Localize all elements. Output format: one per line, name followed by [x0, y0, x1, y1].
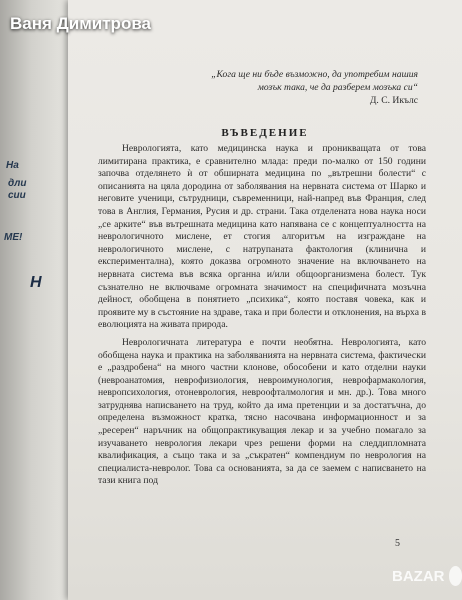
paragraph: Неврологичната литература е почти необятна. Неврологията, като обобщена наука и практика на заболяванията на нервната система, фактически е „раздробена“ на много частни клонове, обособени и като отделни науки (невроанатомия, неврофизиология, невроимунология, неврофармакология, невропсихология, отоневрология, невроофталмология и мн. др.). Това много затруднява написването на труд, който да има претенции и за достатъчна, до определена възможност кратка, тясно насочвана информационност и за „ресерен“ наръчник на общопрактикуващия лекар и за учебно помагало за изучаването неврология лекари чрез решени форми на следдипломната квалификация, а също така и за „съкратен“ компендиум по неврология на специалиста-невролог. Това са основанията, за да се заемем с написването на тази книга под [98, 336, 426, 487]
paragraph: Неврологията, като медицинска наука и проникващата от това лимитирана практика, е сравнително млада: преди по-малко от 150 години започва отделянето ѝ от обширната медицина по „вътрешни болести“ с описанията на цяла дородина от заболявания на нервната система от Шарко и неговите ученици, сътрудници, съвременници, най-напред във Франция, след това в Англия, Германия, Русия и др. страни. Така отделената нова наука носи „се арките“ във вътрешната медицина като напявана се с концептуалността на неврологичното мислене, ет стогия алгоритъм на изграждане на неврологичното мислене, с натрупаната фактология (клинична и експериментална), която доказва огромното значение на включването на нервната система във всяка органна и/или общоорганизмена болест. Тук съзнателно не включваме огромната значимост на специфичната мозъчна дейност, обобщена в понятието „психика“, която поставя човека, как и проявите му в състояние на здраве, така и при болести и отклонения, на върха в еволюцията на живата природа. [98, 143, 426, 331]
epigraph [96, 68, 418, 107]
epigraph-line: мозък така, че да разберем мозъка си“ [257, 82, 418, 93]
left-page-fragment: сии [8, 190, 26, 201]
watermark-icon [449, 566, 462, 586]
watermark [392, 560, 462, 592]
left-page-fragment: МЕ! [4, 232, 23, 243]
left-page-fragment: дли [8, 178, 27, 189]
page-number: 5 [395, 538, 400, 549]
epigraph-author: Д. С. Икълс [369, 95, 418, 106]
watermark-text: BAZAR [392, 567, 445, 585]
epigraph-line: „Кога ще ни бъде възможно, да употребим нашия [211, 69, 418, 80]
left-page-decoration: H [30, 274, 42, 291]
body-text [98, 143, 426, 493]
section-heading: ВЪВЕДЕНИЕ [221, 127, 309, 139]
left-page-fragment: На [6, 160, 19, 171]
seller-name: Ваня Димитрова [10, 14, 152, 33]
left-page-edge [0, 0, 70, 600]
